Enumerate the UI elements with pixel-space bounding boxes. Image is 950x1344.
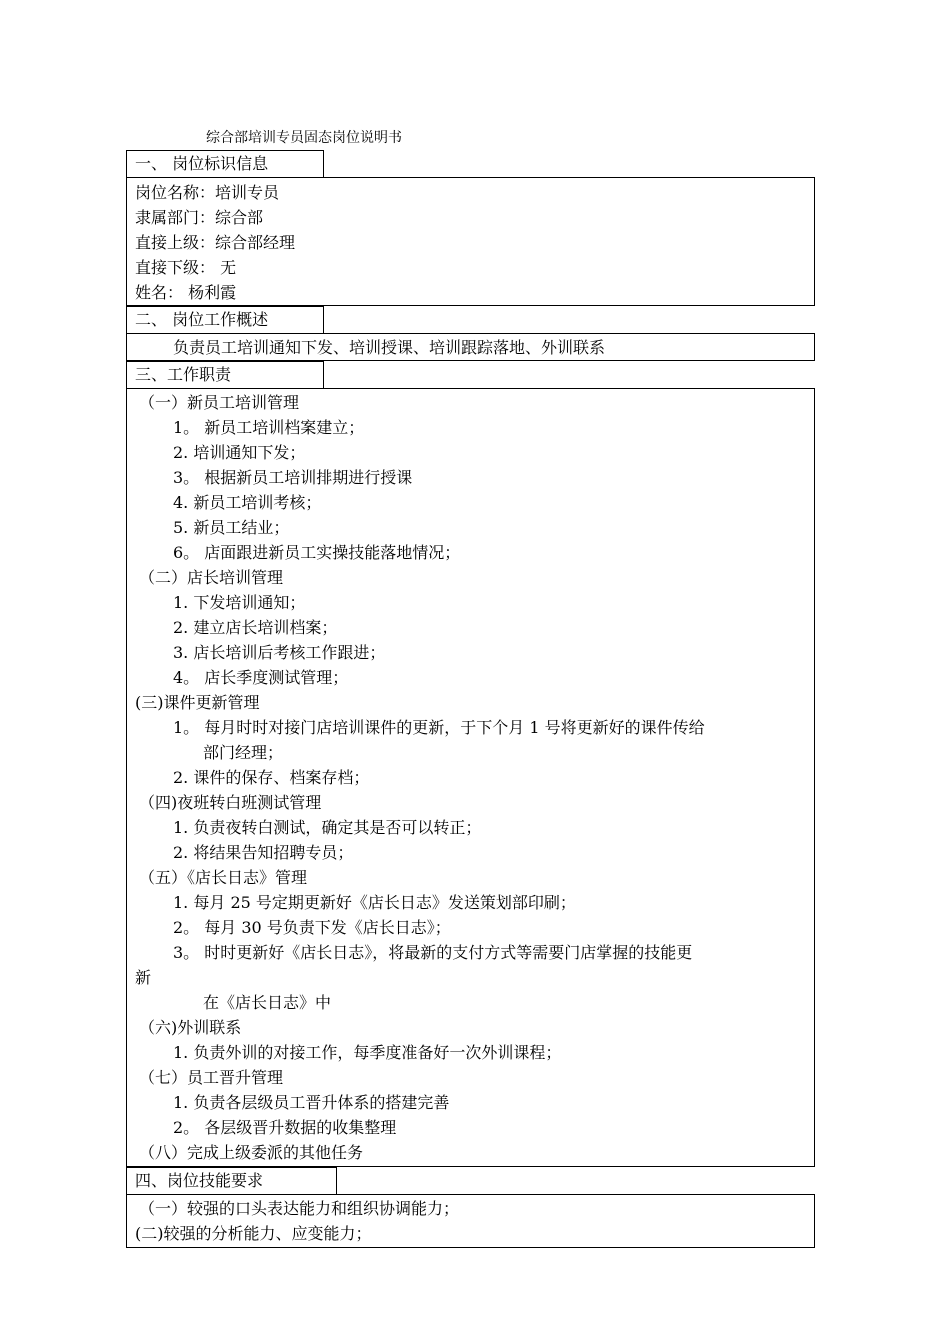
duty-item: 2. 课件的保存、档案存档；: [173, 768, 370, 787]
job-description-table: [126, 150, 815, 1248]
duty-item: 1. 下发培训通知；: [173, 593, 306, 612]
work-summary: 负责员工培训通知下发、培训授课、培训跟踪落地、外训联系: [173, 338, 606, 357]
duty-item: 4。 店长季度测试管理；: [173, 668, 349, 687]
duty-item: 3。 时时更新好《店长日志》，将最新的支付方式等需要门店掌握的技能更: [173, 943, 693, 962]
duty-group-title: （六)外训联系: [139, 1018, 242, 1037]
department: 隶属部门：综合部: [135, 208, 264, 227]
overview-box: [126, 333, 815, 361]
duty-item-continued: 新: [135, 968, 152, 987]
section-header-overview: 二、 岗位工作概述: [126, 306, 324, 333]
duty-item: 4. 新员工培训考核；: [173, 493, 322, 512]
section-header-duties: 三、工作职责: [126, 361, 324, 388]
duty-item: 2. 将结果告知招聘专员；: [173, 843, 354, 862]
duty-group-title: （二）店长培训管理: [139, 568, 284, 587]
duty-item: 1。 新员工培训档案建立；: [173, 418, 365, 437]
duty-item: 2。 每月 30 号负责下发《店长日志》；: [173, 918, 451, 937]
duty-item: 3。 根据新员工培训排期进行授课: [173, 468, 413, 487]
duty-group-title: （七）员工晋升管理: [139, 1068, 284, 1087]
duty-item: 1. 每月 25 号定期更新好《店长日志》发送策划部印刷；: [173, 893, 576, 912]
direct-supervisor: 直接上级：综合部经理: [135, 233, 296, 252]
duty-item: 2. 培训通知下发；: [173, 443, 306, 462]
duty-item: 2。 各层级晋升数据的收集整理: [173, 1118, 397, 1137]
employee-name: 姓名： 杨利霞: [135, 283, 237, 302]
duty-item: 1。 每月时时对接门店培训课件的更新，于下个月 1 号将更新好的课件传给: [173, 718, 705, 737]
duty-item: 1. 负责夜转白测试，确定其是否可以转正；: [173, 818, 482, 837]
duty-item: 1. 负责外训的对接工作，每季度准备好一次外训课程；: [173, 1043, 562, 1062]
duty-group-title: （一）新员工培训管理: [139, 393, 300, 412]
skill-item: (二)较强的分析能力、应变能力；: [135, 1224, 372, 1243]
duty-group-title: （四)夜班转白班测试管理: [139, 793, 322, 812]
direct-subordinate: 直接下级： 无: [135, 258, 237, 277]
duty-item: 3. 店长培训后考核工作跟进；: [173, 643, 386, 662]
duty-item: 2. 建立店长培训档案；: [173, 618, 338, 637]
section-header-skills: 四、岗位技能要求: [126, 1167, 337, 1194]
skill-item: （一）较强的口头表达能力和组织协调能力；: [139, 1199, 460, 1218]
duty-item: 1. 负责各层级员工晋升体系的搭建完善: [173, 1093, 450, 1112]
duties-box: [126, 388, 815, 1167]
duty-group-title: （五）《店长日志》管理: [139, 868, 308, 887]
duty-item: 6。 店面跟进新员工实操技能落地情况；: [173, 543, 461, 562]
section-header-identity: 一、 岗位标识信息: [126, 150, 324, 177]
skills-box: [126, 1194, 815, 1248]
document-title: 综合部培训专员固态岗位说明书: [206, 130, 402, 146]
duty-group-title: （八）完成上级委派的其他任务: [139, 1143, 364, 1162]
duty-item: 5. 新员工结业；: [173, 518, 290, 537]
duty-item-continued: 部门经理；: [203, 743, 284, 762]
identity-box: [126, 177, 815, 306]
duty-group-title: (三)课件更新管理: [135, 693, 260, 712]
duty-item-continued: 在《店长日志》中: [203, 993, 332, 1012]
position-name: 岗位名称：培训专员: [135, 183, 280, 202]
